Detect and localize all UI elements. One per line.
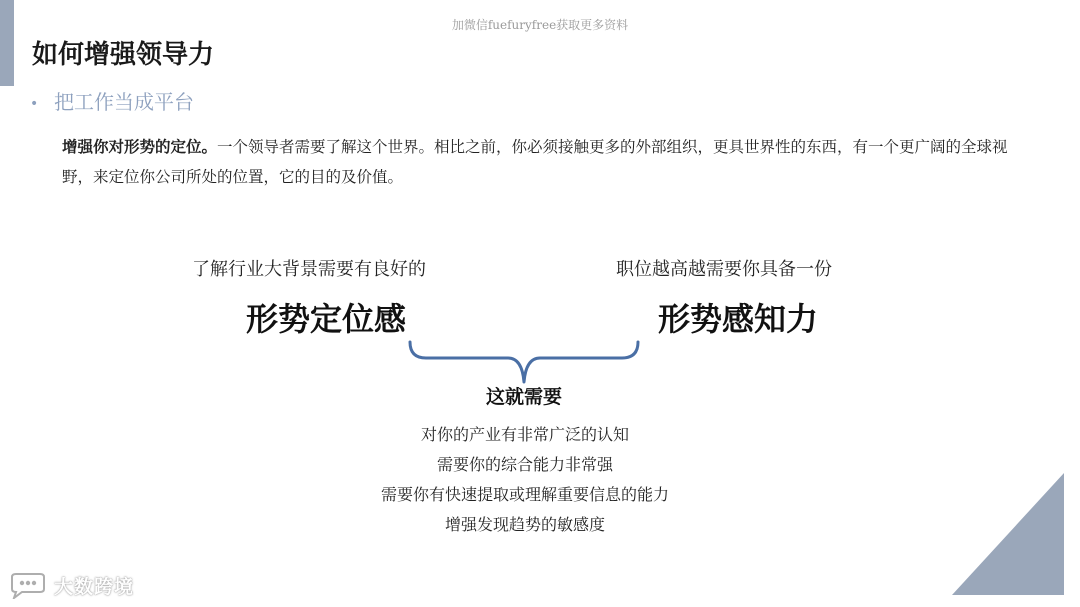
body-paragraph xyxy=(62,132,1032,192)
subtitle xyxy=(30,86,194,115)
left-description: 了解行业大背景需要有良好的 xyxy=(192,259,426,280)
watermark: 加微信fuefuryfree获取更多资料 xyxy=(451,18,629,32)
requirement-item: 增强发现趋势的敏感度 xyxy=(444,515,605,534)
need-label: 这就需要 xyxy=(486,386,563,408)
requirement-item: 对你的产业有非常广泛的认知 xyxy=(420,425,629,444)
title-accent-bar xyxy=(0,0,14,86)
right-keyword: 形势感知力 xyxy=(658,300,819,338)
requirement-item: 需要你有快速提取或理解重要信息的能力 xyxy=(380,485,669,504)
logo-text: 大数跨境 xyxy=(54,576,135,598)
page-title: 如何增强领导力 xyxy=(32,40,215,70)
left-keyword: 形势定位感 xyxy=(246,300,407,338)
body-text: 一个领导者需要了解这个世界。相比之前，你必须接触更多的外部组织，更具世界性的东西，有一个更广阔的全球视野，来定位你公司所处的位置，它的目的及价值。 xyxy=(62,138,1008,186)
curly-brace-icon xyxy=(404,338,648,386)
requirement-item: 需要你的综合能力非常强 xyxy=(436,455,613,474)
corner-triangle-decoration xyxy=(952,473,1064,595)
subtitle-text: 把工作当成平台 xyxy=(54,90,194,114)
chat-bubble-icon xyxy=(8,573,48,599)
bullet-icon: • xyxy=(30,95,39,112)
body-lead: 增强你对形势的定位。 xyxy=(62,138,218,156)
brand-logo xyxy=(8,572,134,599)
requirements-list xyxy=(340,420,710,540)
right-description: 职位越高越需要你具备一份 xyxy=(616,259,832,280)
